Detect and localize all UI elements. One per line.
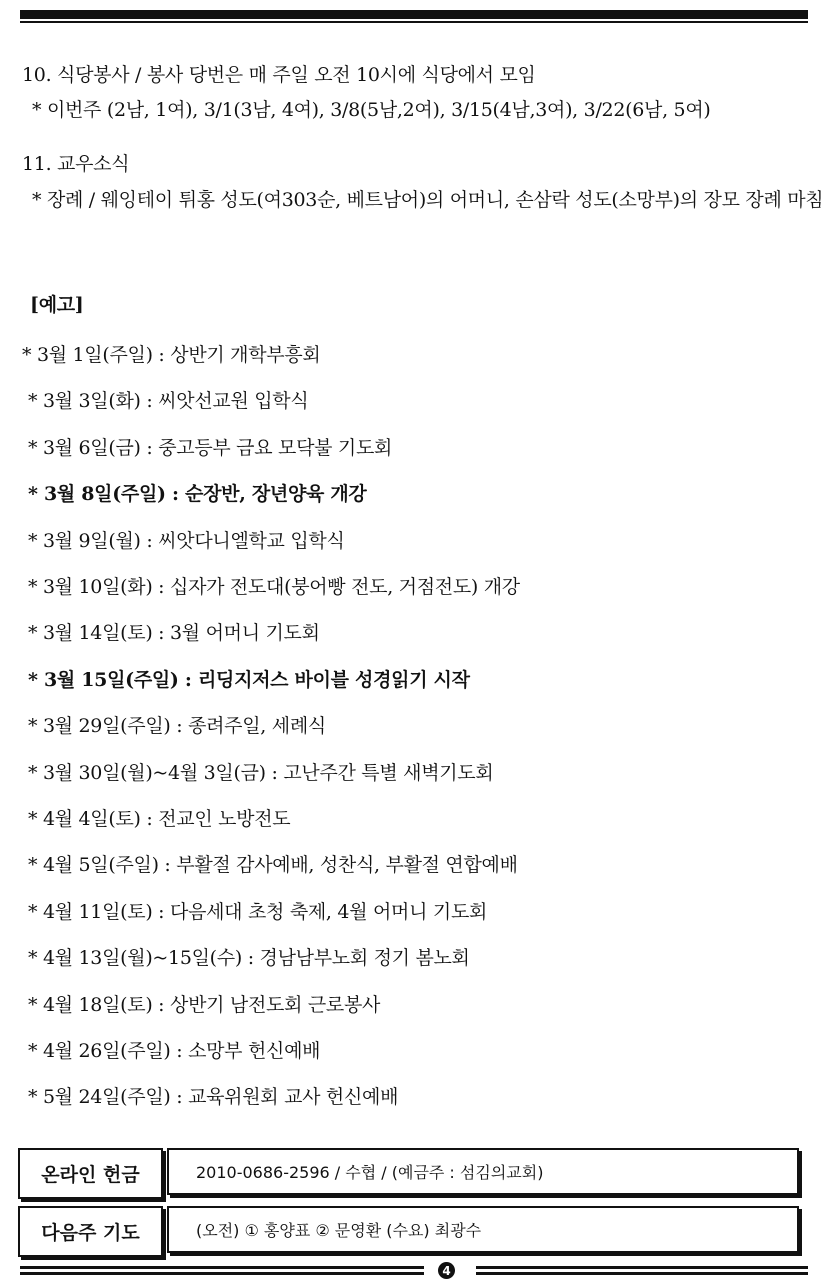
notice-item: * 4월 4일(토) : 전교인 노방전도 xyxy=(28,808,291,830)
section-10-detail: * 이번주 (2남, 1여), 3/1(3남, 4여), 3/8(5남,2여), 3/15(4남,3여), 3/22(6남, 5여) xyxy=(32,99,711,121)
notice-heading: [예고] xyxy=(30,294,84,316)
next-week-prayer-label: 다음주 기도 xyxy=(18,1206,163,1257)
notice-item: * 5월 24일(주일) : 교육위원회 교사 헌신예배 xyxy=(28,1086,399,1109)
notice-item: * 3월 9일(월) : 씨앗다니엘학교 입학식 xyxy=(28,529,345,552)
notice-item: * 3월 29일(주일) : 종려주일, 세례식 xyxy=(28,715,326,738)
notice-item: * 3월 1일(주일) : 상반기 개학부흥회 xyxy=(22,344,321,366)
notice-item: * 4월 13일(월)~15일(수) : 경남남부노회 정기 봄노회 xyxy=(28,947,470,970)
notice-item: * 4월 26일(주일) : 소망부 헌신예배 xyxy=(28,1040,321,1062)
next-week-prayer-value: (오전) ① 홍양표 ② 문영환 (수요) 최광수 xyxy=(167,1206,799,1253)
notice-item: * 3월 3일(화) : 씨앗선교원 입학식 xyxy=(28,390,309,413)
top-rule xyxy=(20,10,808,23)
online-offering-value: 2010-0686-2596 / 수협 / (예금주 : 섬김의교회) xyxy=(167,1148,799,1195)
section-11-detail: * 장례 / 웨잉테이 튀홍 성도(여303순, 베트남어)의 어머니, 손삼락 성도(소망부)의 장모 장례 마침 xyxy=(32,189,824,211)
notice-item: * 3월 10일(화) : 십자가 전도대(붕어빵 전도, 거점전도) 개강 xyxy=(28,576,520,598)
online-offering-label: 온라인 헌금 xyxy=(18,1148,163,1199)
section-10-heading: 10. 식당봉사 / 봉사 당번은 매 주일 오전 10시에 식당에서 모임 xyxy=(22,64,536,86)
notice-item: * 3월 30일(월)~4월 3일(금) : 고난주간 특별 새벽기도회 xyxy=(28,761,494,784)
notice-item: * 4월 5일(주일) : 부활절 감사예배, 성찬식, 부활절 연합예배 xyxy=(28,854,518,877)
notice-item: * 3월 15일(주일) : 리딩지저스 바이블 성경읽기 시작 xyxy=(28,668,470,691)
notice-item: * 4월 11일(토) : 다음세대 초청 축제, 4월 어머니 기도회 xyxy=(28,900,488,923)
notice-item: * 4월 18일(토) : 상반기 남전도회 근로봉사 xyxy=(28,993,381,1016)
page-number: 4 xyxy=(438,1262,455,1279)
notice-item: * 3월 6일(금) : 중고등부 금요 모닥불 기도회 xyxy=(28,436,393,459)
bottom-rule xyxy=(20,1264,808,1278)
section-11-heading: 11. 교우소식 xyxy=(22,153,130,175)
notice-item: * 3월 8일(주일) : 순장반, 장년양육 개강 xyxy=(28,483,367,506)
notice-item: * 3월 14일(토) : 3월 어머니 기도회 xyxy=(28,622,320,645)
